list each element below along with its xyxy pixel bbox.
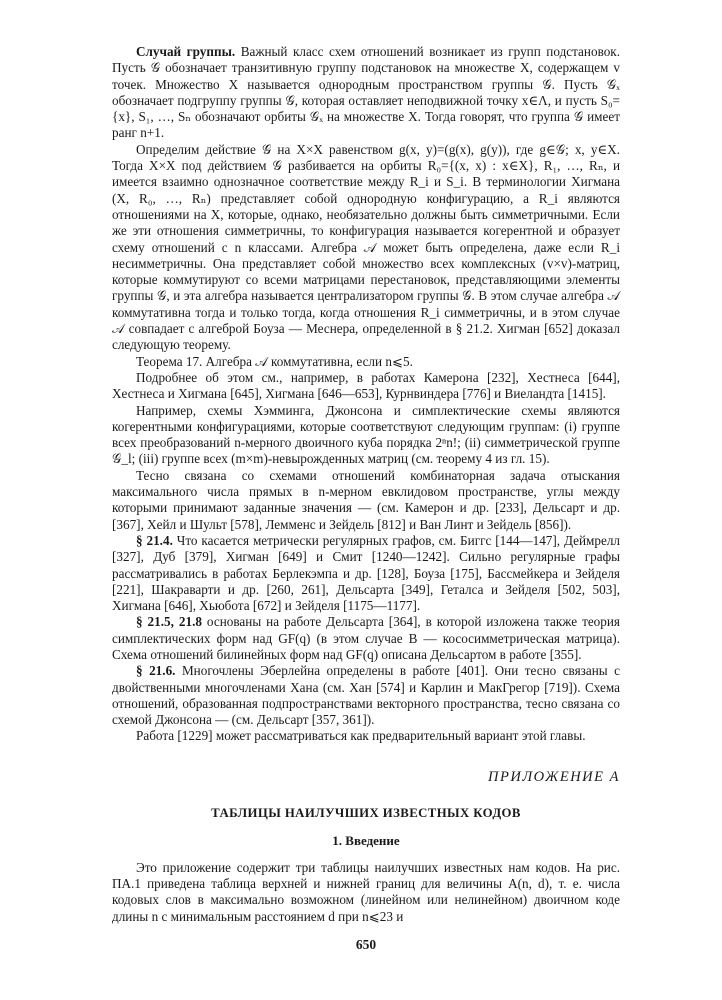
paragraph-section-21-6 bbox=[112, 663, 620, 728]
paragraph-text: Многочлены Эберлейна определены в работе [401]. Они тесно связаны с двойственными многочленами Хана (см. Хан [574] и Карлин и МакГрегор [719]). Схема отношений, образованная подпространствами векторного пространства, тесно связана со схемой Джонсона — (см. Дельсарт [357, 361]). bbox=[112, 663, 621, 728]
paragraph-lead: § 21.6. bbox=[136, 663, 176, 679]
paragraph-text: Тесно связана со схемами отношений комбинаторная задача отыскания максимального числа прямых в n-мерном евклидовом пространстве, углы между которыми принимают заданные значения — (см. Камерон и др. [233], Дельсарт и др. [367], Хейл и Шульт [578], Лемменс и Зейдель [812] и Ван Линт и Зейдель [856]). bbox=[112, 467, 620, 532]
paragraph-text: Работа [1229] может рассматриваться как предварительный вариант этой главы. bbox=[136, 728, 586, 744]
page-number: 650 bbox=[355, 937, 377, 952]
paragraph-section-21-5 bbox=[112, 614, 620, 663]
paragraph-text: Например, схемы Хэмминга, Джонсона и симплектические схемы являются когерентными конфигурациями, которые соответствуют следующим группам: (i) группе всех преобразований n-мерного двоичного куба порядка 2ⁿn!; (ii) симметрической группе 𝒢_l; (iii) группе всех (m×m)-невырожденных матриц (см. теорему 4 из гл. 15). bbox=[112, 402, 620, 467]
paragraph-lead: Случай группы. bbox=[136, 44, 236, 59]
paragraph-group-case bbox=[112, 44, 620, 142]
paragraph-action-definition bbox=[112, 142, 620, 354]
paragraph-intro: Это приложение содержит три таблицы наилучших известных нам кодов. На рис. ПА.1 приведена таблица верхней и нижней границ для величины A(n, d), т. е. числа кодовых слов в максимально возможном (линейном или нелинейном) двоичном коде длины n с минимальным расстоянием d при n⩽23 и bbox=[112, 859, 620, 924]
paragraph-text: Определим действие 𝒢 на X×X равенством g(x, y)=(g(x), g(y)), где g∈𝒢; x, y∈X. Тогда X×X под действием 𝒢 разбивается на орбиты R₀={(x, x) : x∈X}, R₁, …, Rₙ, и имеется взаимно однозначное соответствие между R_i и S_i. В терминологии Хигмана (X, R₀, …, Rₙ) представляет собой однородную конфигурацию, а R_i являются отношениями на X, которые, однако, необязательно должны быть симметричными. Если же эти отношения симметричны, то конфигурация называется когерентной и образует схему отношений с n классами. Алгебра 𝒜 может быть определена, даже если R_i несимметричны. Она представляет собой множество всех комплексных (v×v)-матриц, которые коммутируют со всеми матрицами перестановок, представляющими элементы группы 𝒢, и эта алгебра называется централизатором группы 𝒢. В этом случае алгебра 𝒜 коммутативна тогда и только тогда, когда отношения R_i симметричны, и в этом случае 𝒜 совпадает с алгеброй Боуза — Меснера, определенной в § 21.2. Хигман [652] доказал следующую теорему. bbox=[112, 141, 620, 353]
paragraph-section-21-4 bbox=[112, 533, 620, 614]
paragraph-references-cameron bbox=[112, 370, 620, 403]
section-title: 1. Введение bbox=[332, 833, 400, 849]
paragraph-preliminary-work bbox=[112, 728, 620, 744]
paragraph-lines-problem bbox=[112, 468, 620, 533]
paragraph-theorem-17 bbox=[112, 354, 620, 370]
paragraph-lead: § 21.5, 21.8 bbox=[136, 614, 202, 630]
appendix-label: ПРИЛОЖЕНИЕ А bbox=[488, 768, 620, 785]
page bbox=[112, 44, 620, 994]
paragraph-text: Теорема 17. Алгебра 𝒜 коммутативна, если n⩽5. bbox=[136, 353, 413, 369]
paragraph-lead: § 21.4. bbox=[136, 532, 173, 548]
paragraph-text: основаны на работе Дельсарта [364], в которой изложена также теория симплектических форм над GF(q) (в этом случае B — кососимметрическая матрица). Схема отношений билинейных форм над GF(q) описана Дельсартом в работе [355]. bbox=[112, 614, 620, 662]
paragraph-text: Важный класс схем отношений возникает из групп подстановок. Пусть 𝒢 обозначает транзитивную группу подстановок на множестве X, содержащем v точек. Множество X называется однородным пространством группы 𝒢. Пусть 𝒢ₓ обозначает подгруппу группы 𝒢, которая оставляет неподвижной точку x∈Λ, и пусть S₀={x}, S₁, …, Sₙ обозначают орбиты 𝒢ₓ на множестве X. Тогда говорят, что группа 𝒢 имеет ранг n+1. bbox=[112, 44, 620, 141]
paragraph-text: Подробнее об этом см., например, в работах Камерона [232], Хестнеса [644], Хестнеса и Хигмана [645], Хигмана [646—653], Курнвиндера [776] и Виеландта [1415]. bbox=[112, 369, 620, 402]
paragraph-text: Что касается метрически регулярных графов, см. Биггс [144—147], Деймрелл [327], Дуб [379], Хигман [649] и Смит [1240—1242]. Сильно регулярные графы рассматривались в работах Берлекэмпа и др. [128], Боуза [175], Бассмейкера и Зейделя [221], Шакраварти и др. [260, 261], Дельсарта [349], Геталса и Зейделя [502, 503], Хигмана [646], Хьюбота [672] и Зейделя [1175—1177]. bbox=[112, 532, 621, 614]
paragraph-hamming-johnson bbox=[112, 403, 620, 468]
chapter-title: ТАБЛИЦЫ НАИЛУЧШИХ ИЗВЕСТНЫХ КОДОВ bbox=[211, 806, 521, 821]
